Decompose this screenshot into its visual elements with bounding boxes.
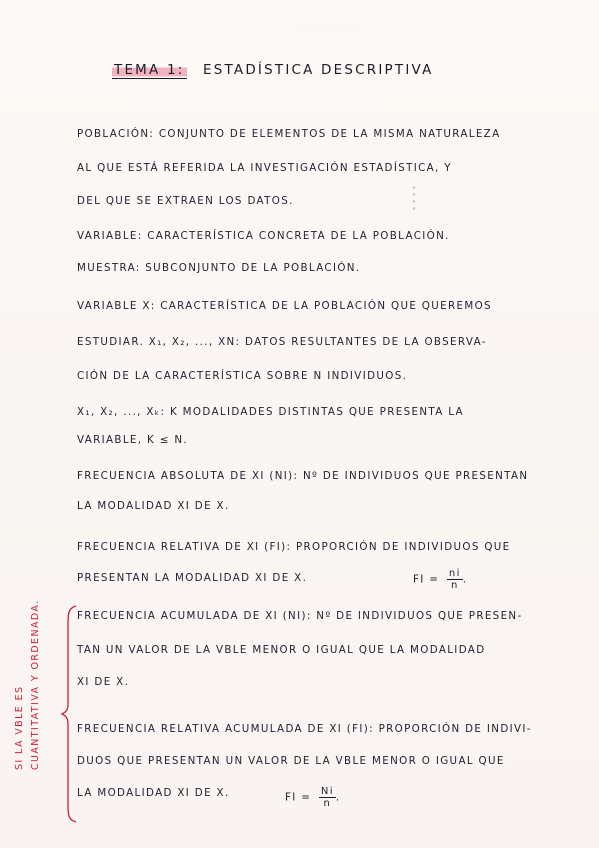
fraction-denominator: n bbox=[450, 580, 459, 591]
frecuencia-absoluta-line-1: FRECUENCIA ABSOLUTA DE XI (NI): Nº DE INDIVIDUOS QUE PRESENTAN bbox=[77, 470, 529, 482]
poblacion-line-3: DEL QUE SE EXTRAEN LOS DATOS. bbox=[77, 195, 294, 207]
fraction bbox=[319, 786, 336, 809]
poblacion-line-1: POBLACIÓN: CONJUNTO DE ELEMENTOS DE LA MISMA NATURALEZA bbox=[77, 128, 501, 140]
formula-lhs: FI = bbox=[285, 791, 312, 804]
fraction-denominator: n bbox=[323, 798, 332, 809]
pencil-dots bbox=[412, 184, 416, 214]
variable-x-line-1: VARIABLE X: CARACTERÍSTICA DE LA POBLACIÓN QUE QUEREMOS bbox=[77, 300, 492, 312]
variable-definition: VARIABLE: CARACTERÍSTICA CONCRETA DE LA POBLACIÓN. bbox=[77, 230, 450, 242]
muestra-definition: MUESTRA: SUBCONJUNTO DE LA POBLACIÓN. bbox=[77, 262, 361, 274]
fraction bbox=[447, 568, 463, 591]
frecuencia-relativa-acumulada-line-3: LA MODALIDAD XI DE X. bbox=[77, 787, 230, 799]
frecuencia-relativa-acumulada-line-1: FRECUENCIA RELATIVA ACUMULADA DE XI (FI): PROPORCIÓN DE INDIVI- bbox=[77, 723, 532, 735]
modalidades-line-1: X₁, X₂, ..., Xₖ: K MODALIDADES DISTINTAS QUE PRESENTA LA bbox=[77, 406, 464, 418]
margin-note-line-1: SI LA VBLE ES bbox=[14, 685, 25, 770]
formula-lhs: FI = bbox=[413, 573, 440, 586]
frecuencia-relativa-acumulada-formula: FI = $\frac{Ni}{n}$ . bbox=[285, 786, 341, 809]
fraction-numerator: ni bbox=[448, 568, 461, 579]
modalidades-line-2: VARIABLE, K ≤ N. bbox=[77, 434, 189, 446]
title-tema: TEMA 1: bbox=[114, 62, 185, 78]
frecuencia-relativa-formula: FI = $\frac{ni}{n}$ . bbox=[413, 568, 468, 591]
frecuencia-relativa-acumulada-line-2: DUOS QUE PRESENTAN UN VALOR DE LA VBLE MENOR O IGUAL QUE bbox=[77, 755, 505, 767]
frecuencia-acumulada-line-1: FRECUENCIA ACUMULADA DE XI (NI): Nº DE INDIVIDUOS QUE PRESEN- bbox=[77, 610, 523, 622]
frecuencia-acumulada-line-2: TAN UN VALOR DE LA VBLE MENOR O IGUAL QUE LA MODALIDAD bbox=[77, 644, 486, 656]
poblacion-line-2: AL QUE ESTÁ REFERIDA LA INVESTIGACIÓN ESTADÍSTICA, Y bbox=[77, 162, 452, 174]
frecuencia-acumulada-line-3: XI DE X. bbox=[77, 676, 130, 688]
bleed-through-text: · · · · · · · bbox=[300, 22, 360, 33]
page-title bbox=[112, 62, 434, 78]
margin-note bbox=[12, 599, 44, 770]
variable-x-line-3: CIÓN DE LA CARACTERÍSTICA SOBRE N INDIVIDUOS. bbox=[77, 370, 408, 382]
margin-note-line-2: CUANTITATIVA Y ORDENADA. bbox=[30, 599, 41, 770]
title-subject: ESTADÍSTICA DESCRIPTIVA bbox=[203, 62, 434, 78]
frecuencia-absoluta-line-2: LA MODALIDAD XI DE X. bbox=[77, 500, 230, 512]
variable-x-line-2: ESTUDIAR. X₁, X₂, ..., XN: DATOS RESULTANTES DE LA OBSERVA- bbox=[77, 336, 487, 348]
frecuencia-relativa-line-2: PRESENTAN LA MODALIDAD XI DE X. bbox=[77, 572, 308, 584]
frecuencia-relativa-line-1: FRECUENCIA RELATIVA DE XI (FI): PROPORCIÓN DE INDIVIDUOS QUE bbox=[77, 541, 511, 553]
fraction-numerator: Ni bbox=[320, 786, 334, 797]
